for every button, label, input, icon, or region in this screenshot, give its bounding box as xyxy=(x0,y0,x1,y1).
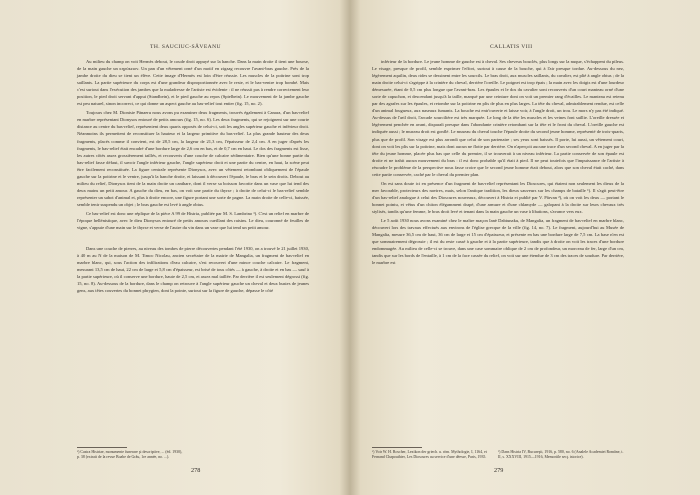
left-paragraph: Au milieu du champ on voit Hermès debout, le coude droit appuyé sur la hanche. Dans la main droite il tient une bourse, de la main gauche un κηρύκειον. Un pan d'un vêtement orné d'un motif en zigzag recouvre l'avant-bras gauche. Près de la jambe droite du dieu se tient un élève. Cette image d'Hermès est loin d'être réussie. Les muscles de la poitrine sont trop saillants. La partie supérieure du corps est d'une grandeur disproportionnée avec le reste, et le bas-ventre trop bombé. Mais c'est surtout dans l'exécution des jambes que la maladresse de l'artiste est évidente : il ne réussit pas à rendre correctement leur position, le pied droit servant d'appui (Standbein), et le pied gauche au repos (Spielbein). Le mouvement de la jambe gauche est peu naturel, sinon incorrect, ce qui donne un aspect gauche au bas-relief tout entier (fig. 15, no. 2). xyxy=(77,59,309,107)
right-footnotes-col1 xyxy=(372,450,490,460)
left-paragraph: Toujours chez M. Dionisie Pănaeru nous avons pu examiner deux fragments, trouvés également à Canara, d'un bas-relief en marbre représentant Dionysos entouré de petits amours (fig. 15, no. 6). Les deux fragments, qui se rejoignent sur une courte distance au centre du bas-relief, représentent deux quarts opposés de celui-ci, soit les angles supérieur gauche et inférieur droit. Néanmoins ils permettent de reconstituer la hauteur et la largeur primitive du bas-relief. La plus grande hauteur des deux fragments, placés comme il convient, est de 28,5 cm, la largeur de 21,3 cm, l'épaisseur de 2,4 cm. A en juger d'après les fragments, le bas-relief était encadré d'une bordure large de 2,6 cm en bas, et de 0,7 cm en haut. Le dos des fragments est lisse, les autres côtés assez grossièrement taillés, et recouverts d'une couche de calcaire sédimentaire. Bien qu'une bonne partie du bas-relief fasse défaut, il savoir l'angle inférieur gauche, l'angle supérieur droit et une partie du centre, en haut, la scène peut être facilement reconstituée. La figure centrale représente Dionysos, avec un vêtement retombant obliquement de l'épaule gauche sur la poitrine et le ventre, jusqu'à la hanche droite, et laissant à découvert l'épaule, le bras et le sein droits. Debout au milieu du relief, Dionysos tient de la main droite un canthare, dont il verse sa boisson favorite dans un vase que lui tend des deux mains un petit amour. A gauche du dieu, en bas, on voit une partie du thyrse ; à droite de celui-ci le bas-relief semble représenter un sabot d'animal et, plus à droite encore, une figure portant une sorte de pagne. La main droite de celle-ci, baissée, semble tenir suspendu un objet ; le bras gauche est levé à angle obtus. xyxy=(77,110,309,207)
right-footnotes-col2 xyxy=(498,450,624,460)
footnote: p. 38 (extrait de la revue Boabe de Grâu, 1re année, no. ...). xyxy=(77,455,170,460)
left-running-head: TH. SAUCIUC-SĂVEANU xyxy=(150,44,221,50)
left-paragraph: Dans une couche de pierres, au niveau des tombes de pierre découvertes pendant l'été 1930, on a trouvé le 21 juillet 1930, à 40 m au N de la maison de M. Timoc Nicolau, ancien secrétaire de la mairie de Mangalia, un fragment de bas-relief en marbre blanc, qui, sous l'action des infiltrations d'eau calcaire, s'est recouvert d'une mince couche calcaire. Le fragment, mesurant 13,5 cm de haut, 22 cm de large et 5,8 cm d'épaisseur, est brisé de tous côtés — à gauche, à droite et en bas — sauf à la partie supérieure, où il conserve une bordure, haute de 2,5 cm, et assez mal taillée. Par derrière il est seulement dégrossi (fig. 15, no. 8). Au-dessous de la bordure, dans le champ on retrouve à l'angle supérieur gauche un cheval et deux bustes de jeunes gens, aux têtes couvertes du bonnet phrygien, dont la pointe, surtout sur la figure de gauche, dépasse le côté xyxy=(77,246,309,294)
right-page xyxy=(350,0,700,495)
left-footnotes xyxy=(77,450,309,460)
right-paragraph: inférieur de la bordure. Le jeune homme de gauche est à cheval. Ses cheveux bouclés, plus longs sur la nuque, s'échappent du pileus. Le visage, presque de profil, semble exprimer l'effort, surtout à cause de la bouche, qui à l'air presque tordue. Au-dessous du nez, légèrement aquilin, deux rides se dessinent entre les sourcils. Le bras droit, aux muscles saillants, du cavalier, est plié à angle obtus ; de la main droite celui-ci s'agrippe à la crinière du cheval, derrière l'oreille. Le poignet est trop épais ; la main avec les doigts est d'une lourdeur démesurée, étant de 0,5 cm plus longue que l'avant-bras. Les épaules et le dos du cavalier sont recouverts d'un court manteau orné d'une sorte de capuchon, et descendant jusqu'à la taille, marqué par une ceinture dont on voit un premier rang d'écailles. Le manteau est retenu par des agrafes sur les épaules, et retombe sur la poitrine en plis de plus en plus larges. La tête du cheval, admirablement rendue, est celle d'un animal fougueux, aux naseaux fumants. La bouche est entr'ouverte et laisse voir, à l'angle droit, un trou. Le mors n'y pas été indiqué. Au-dessus de l'œil droit, l'arcade sourcilière est très marquée. Le long de la tête les muscles et les veines font saillie. L'oreille dressée et légèrement penchée en avant, disparaît presque dans l'abondante crinière retombant sur la tête et le front du cheval. L'oreille gauche est indiquée aussi ; le museau droit est gonflé. Le museau du cheval touche l'épaule droite du second jeune homme, représenté de trois-quarts, plus que de profil. Son visage est plus arrondi que celui de son partenaire ; ses yeux sont baissés. Il porte, lui aussi, un vêtement court, dont on voit les plis sur la poitrine, mais dont aucun ne flotte par derrière. On n'aperçoit aucune trace d'un second cheval. A en juger par la tête du jeune homme, placée plus bas que celle du premier, il se trouverait à un niveau inférieur. La partie conservée de son épaule est droite et ne trahit aucun mouvement du bras : il est donc probable qu'il était à pied. Il ne peut toutefois que l'impuissance de l'artiste à résoudre le problème de la perspective nous fasse croire que le second jeune homme était debout, alors que son cheval était caché, dans cette partie conservée, caché par le cheval du premier plan. xyxy=(372,59,624,177)
right-body-text xyxy=(372,58,624,266)
right-running-head: CALLATIS VIII xyxy=(490,44,533,50)
footnote: ²) Dans Histria IV, Bucureşti, 1916, p. 580, no. 6 (Analele Academiei Române, t. II, s. XXXVIII, 1915—1916, Memoriile secţ. istorice). xyxy=(498,450,624,460)
footnote-rule xyxy=(77,447,127,448)
left-body-text xyxy=(77,58,309,294)
right-page-number: 279 xyxy=(494,467,504,474)
right-paragraph: On est sans doute ici en présence d'un fragment de bas-relief représentant les Dioscures, qui étaient non seulement les dieux de la mer favorable, protecteurs des navires, mais, selon l'antique tradition, les dieux sauveurs sur les champs de bataille ¹). Il s'agit peut-être d'un bas-relief analogue à celui des Dioscures nouveaux, découvert à Histria et publié par V. Pârvan ²), où on voit les deux — portant le bonnet pointu, et vêtus d'un chiton élégamment drapé, d'une armure et d'une chlamyde — galopant à la droite sur leurs chevaux très stylisés, tandis qu'une femme, le bras droit levé et tenant dans la main gauche un vase à libations, s'avance vers eux. xyxy=(372,180,624,214)
footnote: ¹) Voir W. H. Roscher, Lexikon der griech. u. röm. Mythologie, I, 1164, et Fernand Chapouthier, Les Dioscures au service d'une déesse, Paris, 1935. xyxy=(372,450,487,460)
right-paragraph: Le 5 août 1930 nous avons examiné chez le maître maçon Ianè Dabtunaku, de Mangalia, un fragment de bas-relief en marbre blanc, découvert lors des travaux effectués aux environs de l'église grecque de la ville (fig. 14, no. 7). Le fragment, aujourd'hui au Musée de Mangalia, mesure 36,5 cm de haut, 36 cm de large et 15 cm d'épaisseur, et présente en bas une bordure large de 7,5 cm. La base n'en est que sommairement dégrossie ; il est du reste cassé à gauche et à la partie supérieure, tandis que à droite on voit les traces d'une bordure endommagée. Au milieu de celle-ci se trouve, dans une case sommaire oblique de 2 cm de profondeur, un morceau de fer, large d'un cm, tandis que sur les bords de l'entaille, à 1 cm de la face cassée du relief, on voit sur une étendue de 3 cm des traces de soudure. Par derrière, le marbre est xyxy=(372,218,624,266)
left-page-number: 278 xyxy=(191,467,201,474)
left-paragraph: Ce bas-relief est donc une réplique de la pièce A 99 de Histria, publiée par M. S. Lambrino ¹). C'est un relief en marbre de l'époque hellénistique, avec le dieu Dionysos entouré de petits amours cueillant des raisins. Le dieu, couronné de feuilles de vigne, s'appuie d'une main sur le thyrse et verse de l'autre du vin dans un vase que lui tend un petit amour. xyxy=(77,210,309,231)
footnote-rule xyxy=(372,447,422,448)
section-gap xyxy=(77,231,309,245)
footnote: ¹) Castra Histriae, monumente funerare şi descriptive, ... (éd. 1930), xyxy=(77,450,183,454)
